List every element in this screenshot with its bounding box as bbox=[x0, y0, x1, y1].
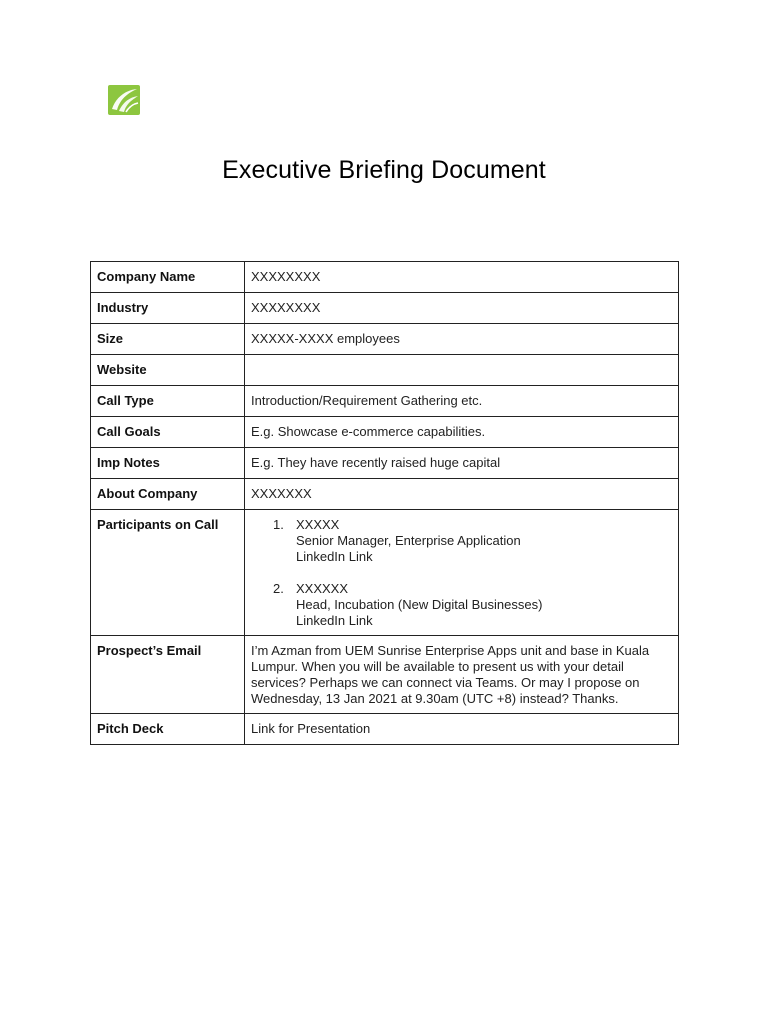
row-value: E.g. They have recently raised huge capital bbox=[245, 448, 679, 479]
row-label: Company Name bbox=[91, 262, 245, 293]
participant-item bbox=[273, 517, 672, 565]
participants-list bbox=[251, 517, 672, 629]
participant-item bbox=[273, 581, 672, 629]
table-row bbox=[91, 324, 679, 355]
pitch-deck-link[interactable]: Link for Presentation bbox=[245, 714, 679, 745]
table-row-pitch bbox=[91, 714, 679, 745]
participant-linkedin-link[interactable]: LinkedIn Link bbox=[296, 613, 373, 628]
row-value bbox=[245, 355, 679, 386]
row-value: XXXXXXXX bbox=[245, 262, 679, 293]
table-row-email bbox=[91, 636, 679, 714]
table-row bbox=[91, 448, 679, 479]
participants-list-cell bbox=[245, 510, 679, 636]
row-label: Prospect’s Email bbox=[91, 636, 245, 714]
prospect-email-text: I’m Azman from UEM Sunrise Enterprise Apps unit and base in Kuala Lumpur. When you will be available to present us with your detail services? Perhaps we can connect via Teams. Or may I propose on Wednesday, 13 Jan 2021 at 9.30am (UTC +8) instead? Thanks. bbox=[245, 636, 679, 714]
participant-number: 1. bbox=[273, 517, 284, 532]
row-label: Call Type bbox=[91, 386, 245, 417]
table-row bbox=[91, 417, 679, 448]
participant-linkedin-link[interactable]: LinkedIn Link bbox=[296, 549, 373, 564]
table-row-participants bbox=[91, 510, 679, 636]
row-value: XXXXXXX bbox=[245, 479, 679, 510]
table-row bbox=[91, 355, 679, 386]
row-label: Size bbox=[91, 324, 245, 355]
row-value: XXXXX-XXXX employees bbox=[245, 324, 679, 355]
participant-role: Senior Manager, Enterprise Application bbox=[296, 533, 521, 548]
participant-name: XXXXXX bbox=[296, 581, 349, 596]
page-title: Executive Briefing Document bbox=[222, 156, 546, 184]
company-logo-icon bbox=[108, 85, 140, 115]
table-row bbox=[91, 293, 679, 324]
participant-number: 2. bbox=[273, 581, 284, 596]
row-label: Pitch Deck bbox=[91, 714, 245, 745]
row-label: Call Goals bbox=[91, 417, 245, 448]
participant-role: Head, Incubation (New Digital Businesses) bbox=[296, 597, 543, 612]
row-label: Imp Notes bbox=[91, 448, 245, 479]
row-label: Participants on Call bbox=[91, 510, 245, 636]
table-row bbox=[91, 262, 679, 293]
row-value: Introduction/Requirement Gathering etc. bbox=[245, 386, 679, 417]
row-value: E.g. Showcase e-commerce capabilities. bbox=[245, 417, 679, 448]
table-row bbox=[91, 386, 679, 417]
table-row bbox=[91, 479, 679, 510]
row-label: Website bbox=[91, 355, 245, 386]
row-label: About Company bbox=[91, 479, 245, 510]
participant-name: XXXXX bbox=[296, 517, 340, 532]
row-label: Industry bbox=[91, 293, 245, 324]
row-value: XXXXXXXX bbox=[245, 293, 679, 324]
briefing-table bbox=[90, 261, 679, 745]
